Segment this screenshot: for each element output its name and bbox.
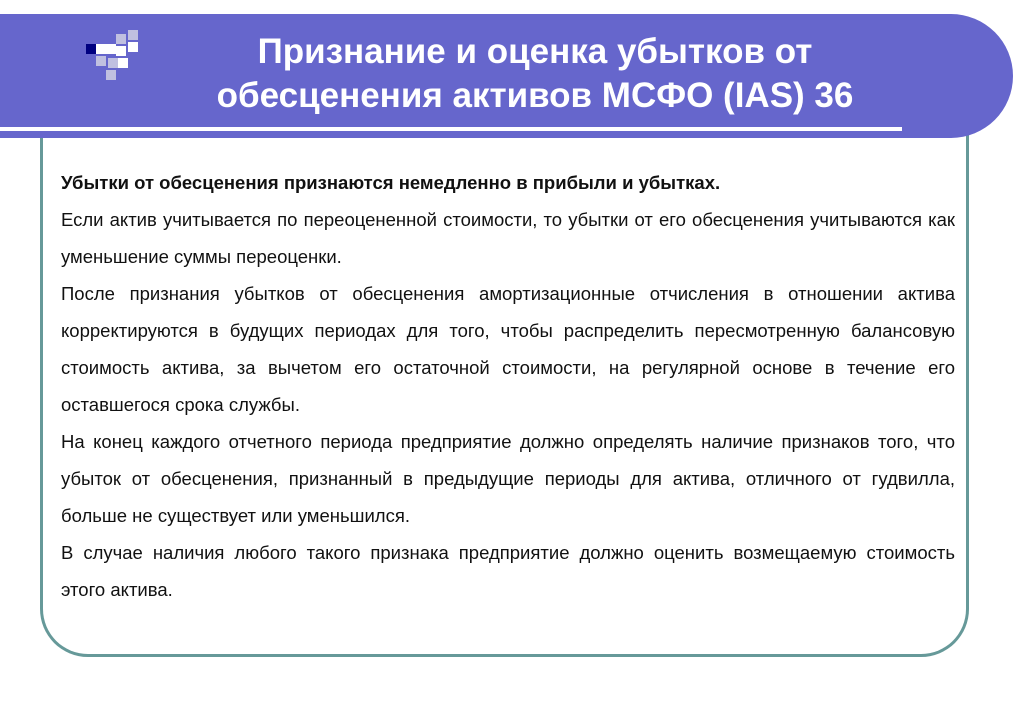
slide-title: Признание и оценка убытков от обесценения активов МСФО (IAS) 36 xyxy=(216,32,854,115)
paragraph: Если актив учитывается по переоцененной стоимости, то убытки от его обесценения учитываются как уменьшение суммы переоценки. xyxy=(61,209,955,267)
paragraph-lead: Убытки от обесценения признаются немедленно в прибыли и убытках. xyxy=(61,172,721,193)
paragraph: В случае наличия любого такого признака предприятие должно оценить возмещаемую стоимость этого актива. xyxy=(61,542,955,600)
paragraph: На конец каждого отчетного периода предприятие должно определять наличие признаков того, что убыток от обесценения, признанный в предыдущие периоды для актива, отличного от гудвилла, больше не существует или уменьшился. xyxy=(61,431,955,526)
title-underline xyxy=(0,127,902,131)
body-text xyxy=(61,164,955,608)
paragraph: После признания убытков от обесценения амортизационные отчисления в отношении актива корректируются в будущих периодах для того, чтобы распределить пересмотренную балансовую стоимость актива, за вычетом его остаточной стоимости, на регулярной основе в течение его оставшегося срока службы. xyxy=(61,283,955,415)
pixel-squares-icon xyxy=(86,30,146,90)
